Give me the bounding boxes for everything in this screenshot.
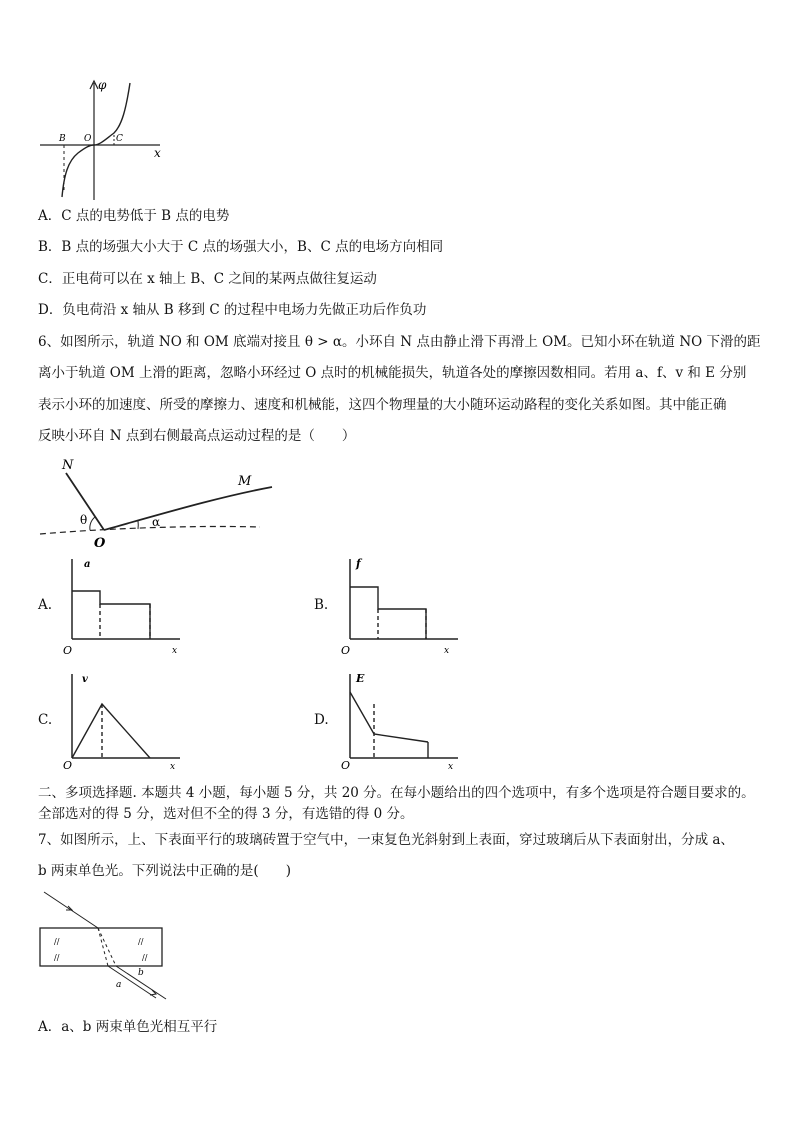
theta-label: θ	[80, 513, 88, 527]
ray-b-label: b	[138, 968, 144, 978]
q6-d-yaxis-label: E	[356, 672, 365, 685]
q6-a-xaxis-label: x	[172, 646, 178, 655]
q5-option-b: B．B 点的场强大小大于 C 点的场强大小，B、C 点的电场方向相同	[38, 239, 444, 255]
q6-a-origin-label: O	[63, 644, 73, 655]
q5-option-c: C．正电荷可以在 x 轴上 B、C 之间的某两点做往复运动	[38, 271, 377, 287]
q6-stem-line-1: 6、如图所示，轨道 NO 和 OM 底端对接且 θ > α。小环自 N 点由静止滑下再滑上 OM。已知小环在轨道 NO 下滑的距	[38, 334, 761, 350]
track-n-label: N	[62, 458, 74, 473]
q6-option-a-letter: A.	[38, 597, 53, 613]
q6-b-xaxis-label: x	[444, 646, 450, 655]
q6-stem-line-4: 反映小环自 N 点到右侧最高点运动过程的是（ ）	[38, 428, 356, 444]
q6-c-origin-label: O	[63, 759, 73, 770]
alpha-label: α	[152, 515, 161, 529]
q7-option-a: A．a、b 两束单色光相互平行	[38, 1019, 218, 1035]
q6-option-a-graph	[60, 555, 185, 655]
q6-b-yaxis-label: f	[356, 557, 361, 570]
point-o-label: O	[84, 134, 92, 144]
q6-a-yaxis-label: a	[84, 559, 91, 570]
q6-d-xaxis-label: x	[448, 762, 454, 770]
point-c-label: C	[116, 134, 123, 144]
q6-option-d-letter: D.	[314, 712, 329, 728]
svg-text://: //	[54, 937, 60, 946]
q7-stem-line-2: b 两束单色光。下列说法中正确的是( )	[38, 863, 291, 879]
q6-option-b-graph	[338, 555, 463, 655]
q6-option-c-letter: C.	[38, 712, 53, 728]
svg-text://: //	[54, 953, 60, 962]
track-o-label: O	[94, 536, 106, 550]
axis-x-label: x	[154, 146, 161, 160]
q6-stem-line-2: 离小于轨道 OM 上滑的距离，忽略小环经过 O 点时的机械能损失，轨道各处的摩擦因数相同。若用 a、f、v 和 E 分别	[38, 365, 747, 381]
q6-option-d-graph	[338, 670, 463, 770]
point-b-label: B	[59, 134, 66, 144]
section2-line-2: 全部选对的得 5 分，选对但不全的得 3 分，有选错的得 0 分。	[38, 806, 414, 822]
glass-slab-diagram	[38, 888, 173, 1010]
q6-c-yaxis-label: v	[82, 674, 88, 685]
track-diagram	[38, 455, 278, 550]
ray-a-label: a	[116, 980, 122, 990]
section2-line-1: 二、多项选择题. 本题共 4 小题，每小题 5 分，共 20 分。在每小题给出的四个选项中，有多个选项是符合题目要求的。	[38, 785, 755, 801]
track-m-label: M	[238, 474, 252, 489]
q7-stem-line-1: 7、如图所示，上、下表面平行的玻璃砖置于空气中，一束复色光斜射到上表面，穿过玻璃后从下表面射出，分成 a、	[38, 832, 734, 848]
potential-graph	[38, 75, 173, 205]
q6-c-xaxis-label: x	[170, 762, 176, 770]
q6-stem-line-3: 表示小环的加速度、所受的摩擦力、速度和机械能，这四个物理量的大小随环运动路程的变化关系如图。其中能正确	[38, 397, 727, 413]
axis-phi-label: φ	[98, 78, 107, 92]
q6-b-origin-label: O	[341, 644, 351, 655]
q6-option-b-letter: B.	[314, 597, 329, 613]
svg-text://: //	[142, 953, 148, 962]
q6-d-origin-label: O	[341, 759, 351, 770]
svg-text://: //	[138, 937, 144, 946]
q6-option-c-graph	[60, 670, 185, 770]
q5-option-d: D．负电荷沿 x 轴从 B 移到 C 的过程中电场力先做正功后作负功	[38, 302, 427, 318]
q5-option-a: A．C 点的电势低于 B 点的电势	[38, 208, 230, 224]
